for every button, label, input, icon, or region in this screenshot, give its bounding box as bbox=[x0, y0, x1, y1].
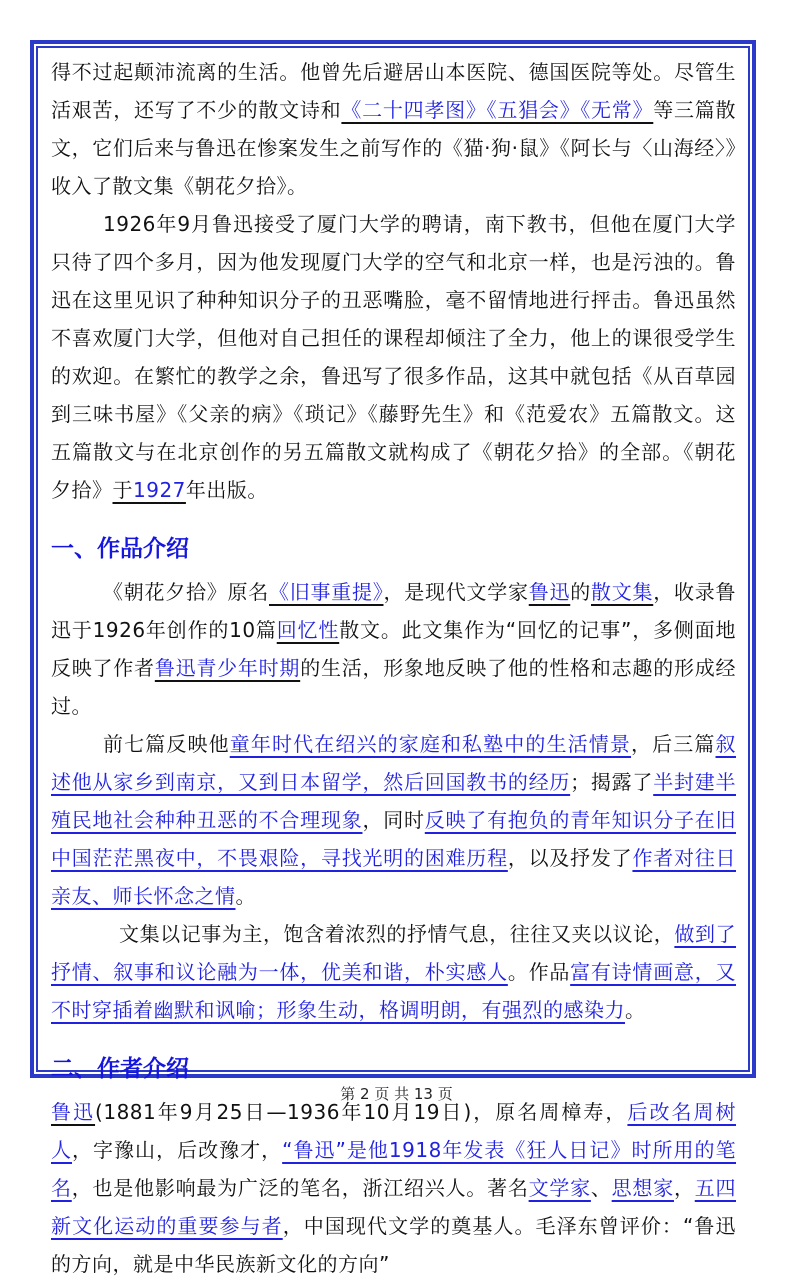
hyperlink-text[interactable]: 鲁迅 bbox=[528, 580, 571, 604]
paragraph-work-content bbox=[51, 725, 736, 915]
text-run: 。作品 bbox=[507, 960, 571, 984]
text-run: 文集以记事为主，饱含着浓烈的抒情气息，往往又夹以议论， bbox=[119, 922, 675, 946]
text-run: ，也是他影响最为广泛的笔名，浙江绍兴人。著名 bbox=[71, 1176, 529, 1200]
text-run: 等三篇散文，它们后来与鲁迅在惨案发生之前写作的《猫·狗·鼠》《阿长与〈山海经〉》收入了散文集《朝花夕拾》。 bbox=[51, 98, 737, 198]
underlined-text-run: 于 bbox=[112, 478, 133, 502]
text-run: ， bbox=[673, 1176, 695, 1200]
text-run: ，以及抒发了 bbox=[507, 846, 633, 870]
hyperlink-text[interactable]: 五四新文化运动的重要参与者 bbox=[51, 1176, 736, 1238]
paragraph-work-overview bbox=[51, 573, 736, 725]
text-run: ，同时 bbox=[362, 808, 425, 832]
hyperlink-text[interactable]: 回忆性 bbox=[276, 618, 340, 642]
hyperlink-text[interactable]: 作者对往日亲友、师长怀念之情 bbox=[51, 846, 736, 908]
hyperlink-text[interactable]: 文学家 bbox=[528, 1176, 591, 1200]
hyperlink-text[interactable]: 鲁迅 bbox=[51, 1100, 96, 1124]
paragraph-work-style bbox=[51, 915, 736, 1029]
text-run: ，后三篇 bbox=[631, 732, 716, 756]
hyperlink-text[interactable]: 反映了有抱负的青年知识分子在旧中国茫茫黑夜中，不畏艰险，寻找光明的困难历程 bbox=[51, 808, 736, 870]
paragraph-author-bio bbox=[51, 1093, 736, 1283]
text-run: 。 bbox=[235, 884, 256, 908]
text-run: 的 bbox=[570, 580, 591, 604]
hyperlink-text[interactable]: 半封建半殖民地社会种种丑恶的不合理现象 bbox=[51, 770, 736, 832]
text-run: 散文。此文集作为“回忆的记事”，多侧面地反映了作者 bbox=[51, 618, 736, 680]
hyperlink-text[interactable]: 叙述他从家乡到南京，又到日本留学，然后回国教书的经历 bbox=[51, 732, 737, 794]
text-run: ，收录鲁迅于1926年创作的10篇 bbox=[51, 580, 736, 642]
section-heading-work-intro: 一、作品介绍 bbox=[51, 536, 189, 562]
hyperlink-text[interactable]: 童年时代在绍兴的家庭和私塾中的生活情景 bbox=[229, 732, 632, 756]
hyperlink-text[interactable]: 《旧事重提》 bbox=[269, 580, 384, 604]
hyperlink-text[interactable]: 散文集 bbox=[591, 580, 654, 604]
text-run: ，字豫山，后改豫才， bbox=[72, 1138, 283, 1162]
text-run: 。 bbox=[625, 998, 646, 1022]
hyperlink-text[interactable]: “鲁迅”是他1918年发表《狂人日记》时所用的笔名 bbox=[51, 1138, 737, 1200]
hyperlink-text[interactable]: 鲁迅青少年时期 bbox=[154, 656, 301, 680]
section-heading-author-intro: 二、作者介绍 bbox=[51, 1056, 189, 1082]
paragraph-continuation bbox=[51, 53, 736, 205]
hyperlink-text[interactable]: 后改名周树人 bbox=[51, 1100, 737, 1162]
hyperlink-text[interactable]: 思想家 bbox=[611, 1176, 674, 1200]
hyperlink-text[interactable]: 富有诗情画意，又不时穿插着幽默和讽喻；形象生动，格调明朗，有强烈的感染力 bbox=[51, 960, 736, 1022]
hyperlink-text[interactable]: 做到了抒情、叙事和议论融为一体，优美和谐，朴实感人 bbox=[51, 922, 737, 984]
text-run: ，中国现代文学的奠基人。毛泽东曾评价：“鲁迅的方向，就是中华民族新文化的方向” bbox=[51, 1214, 736, 1276]
text-run: 《朝花夕拾》原名 bbox=[103, 580, 269, 604]
text-run: 的生活，形象地反映了他的性格和志趣的形成经过。 bbox=[51, 656, 736, 718]
text-run: (1881年9月25日—1936年10月19日)，原名周樟寿， bbox=[95, 1100, 628, 1124]
text-run: 年出版。 bbox=[185, 478, 268, 502]
text-run: 、 bbox=[590, 1176, 612, 1200]
hyperlink-text[interactable]: 《二十四孝图》《五猖会》《无常》 bbox=[341, 98, 654, 122]
text-run: ，是现代文学家 bbox=[383, 580, 529, 604]
footer-page-number: 第 2 页 共 13 页 bbox=[340, 1085, 453, 1103]
text-run: ；揭露了 bbox=[570, 770, 654, 794]
text-run: 1926年9月鲁迅接受了厦门大学的聘请，南下教书，但他在厦门大学只待了四个多月，因为他发现厦门大学的空气和北京一样，也是污浊的。鲁迅在这里见识了种种知识分子的丑恶嘴脸，毫不留情地进行抨击。鲁迅虽然不喜欢厦门大学，但他对自己担任的课程却倾注了全力，他上的课很受学生的欢迎。在繁忙的教学之余，鲁迅写了很多作品，这其中就包括《从百草园到三味书屋》《父亲的病》《琐记》《藤野先生》和《范爱农》五篇散文。这五篇散文与在北京创作的另五篇散文就构成了《朝花夕拾》的全部。《朝花夕拾》 bbox=[51, 212, 736, 502]
text-run: 前七篇反映他 bbox=[103, 732, 230, 756]
text-run: 得不过起颠沛流离的生活。他曾先后避居山本医院、德国医院等处。尽管生活艰苦，还写了不少的散文诗和 bbox=[51, 60, 736, 122]
paragraph-xiamen bbox=[51, 205, 736, 509]
hyperlink-text[interactable]: 1927 bbox=[133, 478, 186, 502]
